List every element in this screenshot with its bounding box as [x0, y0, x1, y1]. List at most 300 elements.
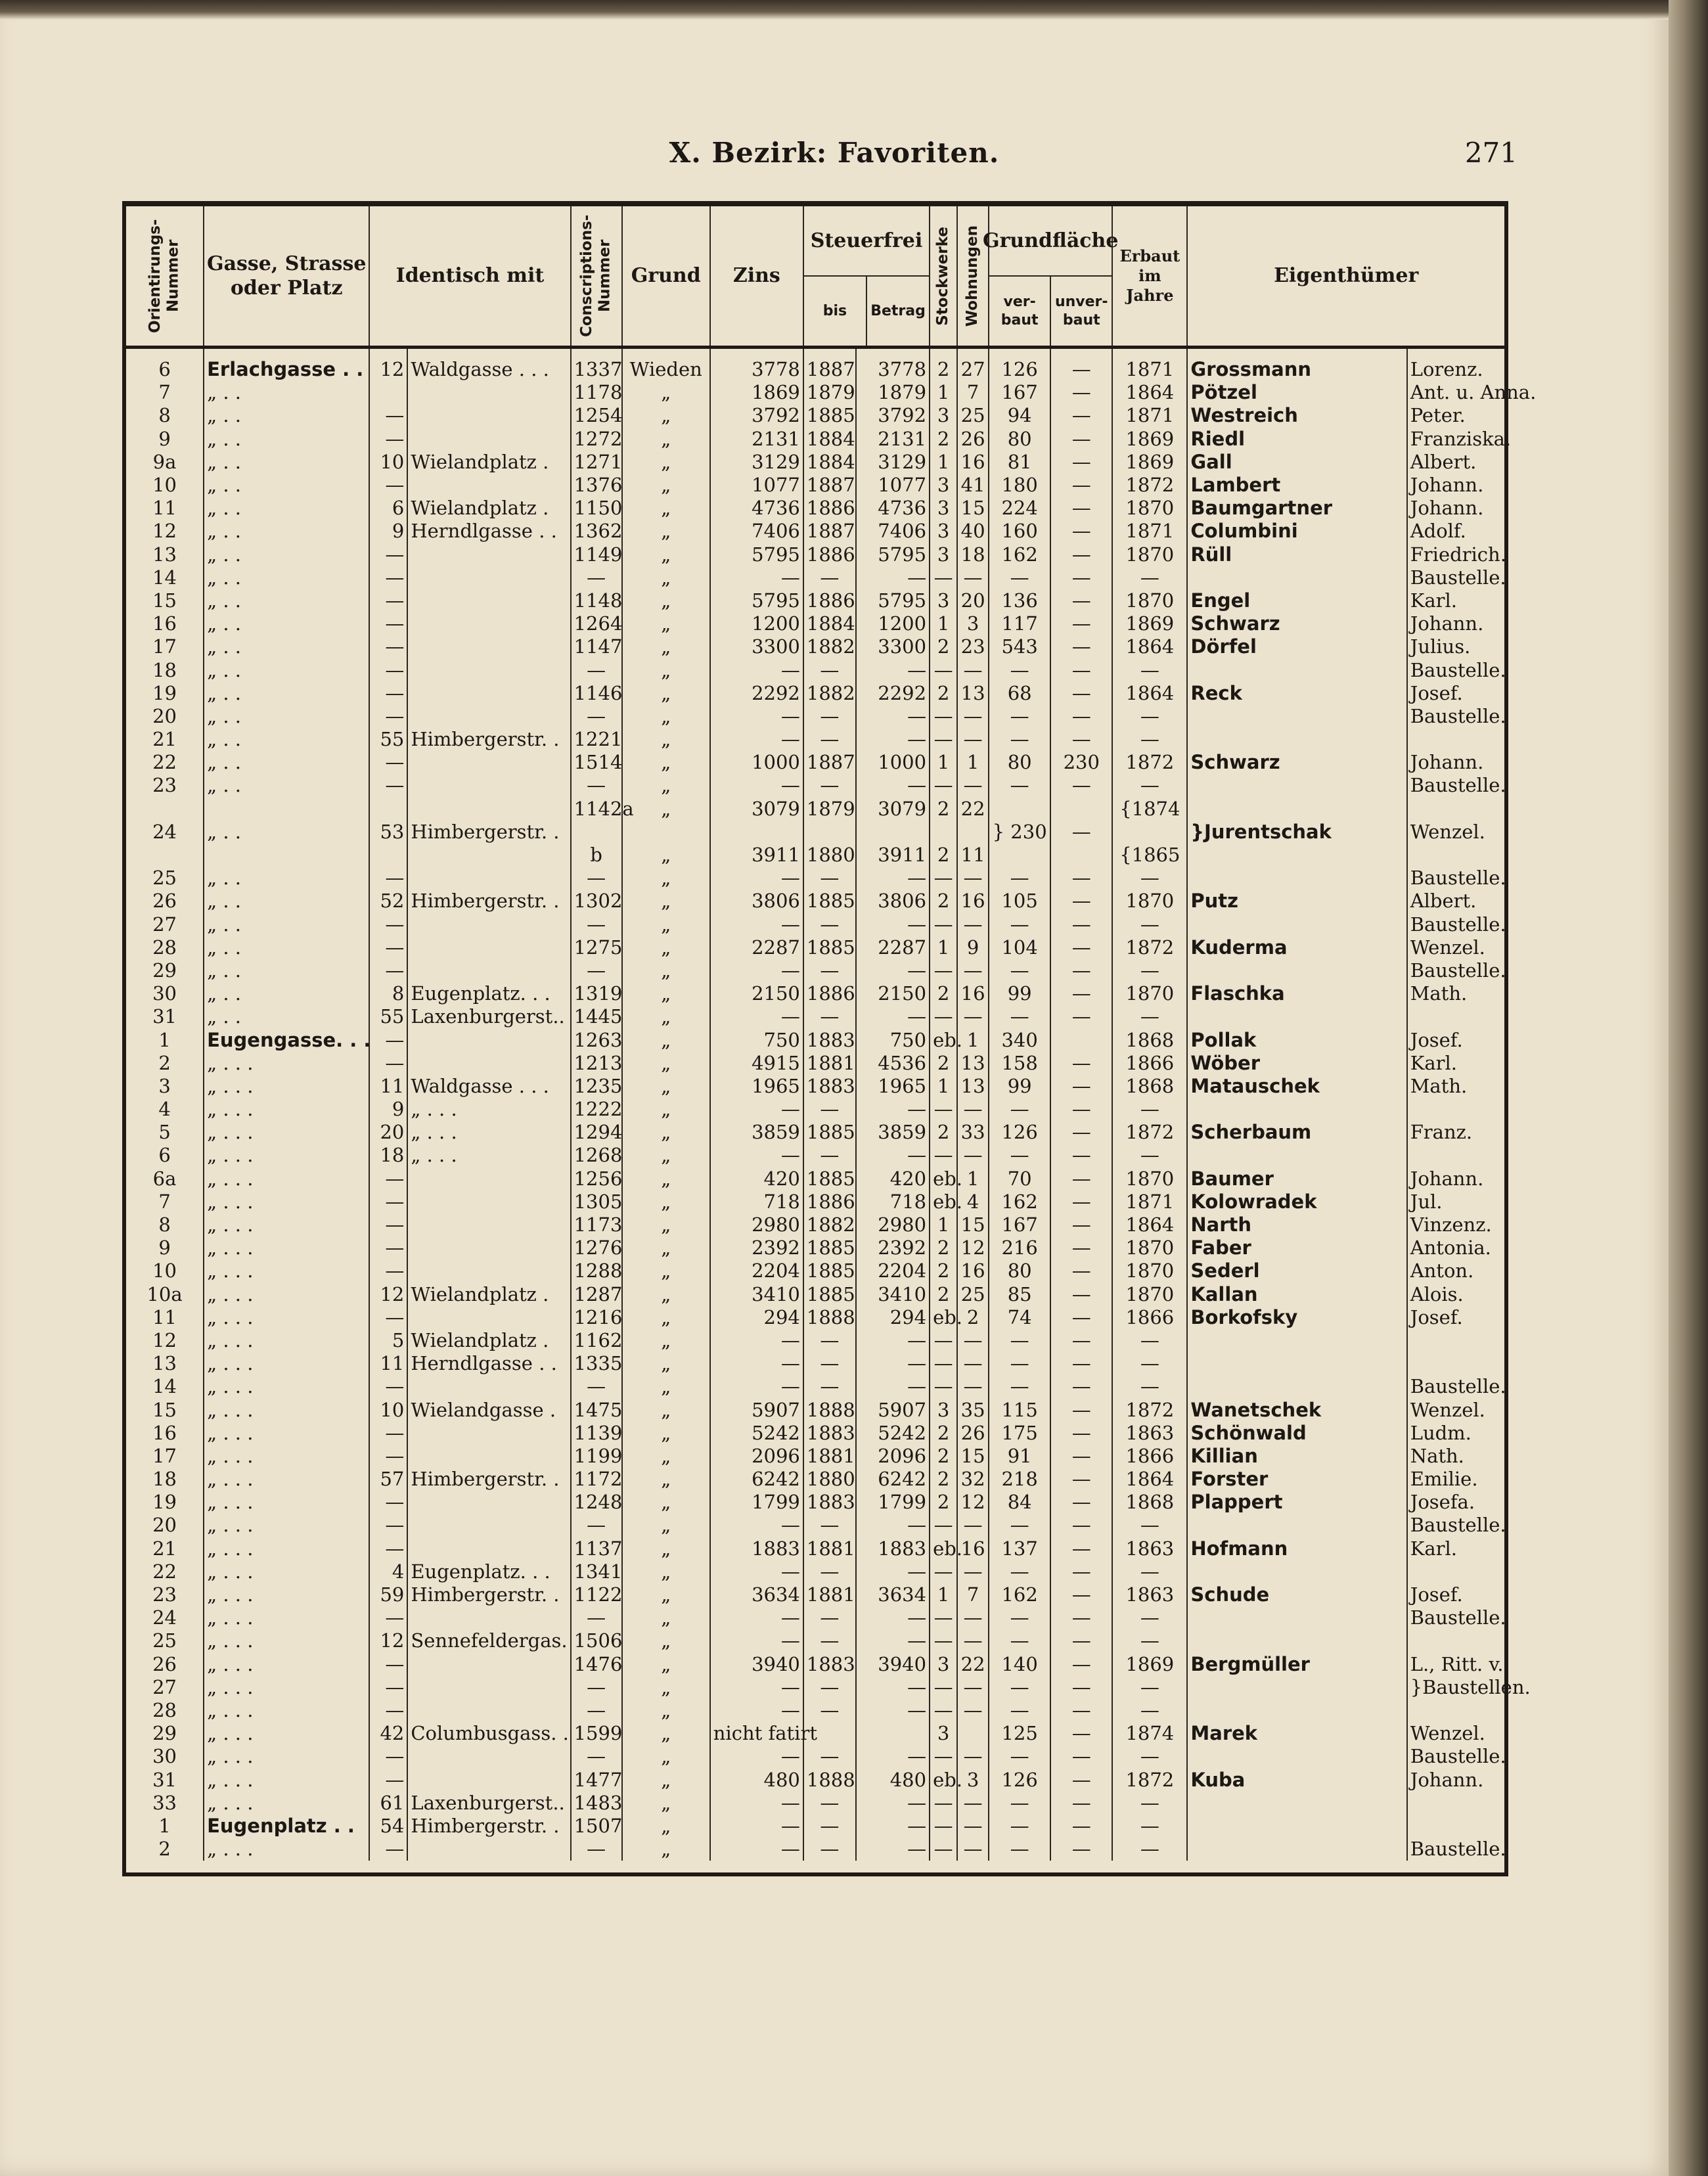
- cell-ino: —: [369, 1537, 407, 1560]
- cell-grund: „: [622, 1514, 710, 1537]
- cell-zins: 2292: [710, 682, 803, 705]
- table-row: [126, 982, 1504, 1005]
- cell-first: [1407, 844, 1504, 867]
- cell-jahr: —: [1112, 867, 1187, 890]
- cell-last: [1187, 1514, 1406, 1537]
- cell-uv: —: [1050, 1792, 1112, 1815]
- cell-nr: 31: [152, 1768, 177, 1791]
- cell-st: 3: [930, 474, 957, 497]
- cell-uv: [1050, 798, 1112, 821]
- cell-last: Kallan: [1187, 1283, 1406, 1306]
- cell-iname: [407, 1236, 570, 1259]
- cell-wo: [957, 1722, 989, 1745]
- cell-vb: [989, 844, 1050, 867]
- cell-jahr: —: [1112, 1699, 1187, 1722]
- cell-vb: 126: [989, 1121, 1050, 1144]
- cell-consc: 1276: [571, 1236, 622, 1259]
- cell-consc: —: [571, 1745, 622, 1768]
- cell-bis: 1882: [803, 635, 856, 658]
- cell-ino: —: [369, 1190, 407, 1213]
- cell-ino: —: [369, 1422, 407, 1445]
- cell-zins: 5907: [710, 1398, 803, 1421]
- cell-bis: —: [803, 1629, 856, 1652]
- cell-first: Vinzenz.: [1407, 1213, 1504, 1236]
- cell-iname: [407, 1028, 570, 1051]
- cell-wo: 1: [957, 1167, 989, 1190]
- cell-gasse: „ . .: [204, 982, 369, 1005]
- cell-bis: 1883: [803, 1028, 856, 1051]
- cell-ino: 9: [369, 1098, 407, 1121]
- table-row: [126, 1653, 1504, 1676]
- cell-betrag: —: [856, 1375, 930, 1398]
- cell-betrag: —: [856, 867, 930, 890]
- cell-consc: 1235: [571, 1075, 622, 1098]
- cell-vb: 115: [989, 1398, 1050, 1421]
- cell-st: —: [930, 705, 957, 728]
- cell-wo: —: [957, 1838, 989, 1861]
- cell-zins: —: [710, 1629, 803, 1652]
- cell-st: eb.: [930, 1306, 957, 1329]
- cell-last: [1187, 844, 1406, 867]
- cell-st: —: [930, 1514, 957, 1537]
- cell-consc: 1256: [571, 1167, 622, 1190]
- cell-ino: —: [369, 1028, 407, 1051]
- cell-consc: —: [571, 658, 622, 681]
- table-row: [126, 589, 1504, 612]
- cell-consc: 1213: [571, 1052, 622, 1075]
- cell-uv: [1050, 1028, 1112, 1051]
- cell-betrag: —: [856, 1098, 930, 1121]
- table-row: [126, 543, 1504, 566]
- cell-wo: [957, 821, 989, 844]
- cell-grund: „: [622, 1121, 710, 1144]
- cell-zins: 1799: [710, 1491, 803, 1514]
- cell-uv: —: [1050, 705, 1112, 728]
- cell-vb: —: [989, 728, 1050, 751]
- cell-wo: 18: [957, 543, 989, 566]
- cell-last: [1187, 1606, 1406, 1629]
- cell-iname: [407, 428, 570, 451]
- cell-betrag: 750: [856, 1028, 930, 1051]
- cell-zins: 5795: [710, 543, 803, 566]
- cell-wo: 16: [957, 451, 989, 474]
- cell-uv: 230: [1050, 751, 1112, 774]
- cell-grund: „: [622, 959, 710, 982]
- cell-zins: —: [710, 1745, 803, 1768]
- cell-iname: Himbergerstr. .: [407, 890, 570, 913]
- cell-bis: —: [803, 1514, 856, 1537]
- cell-bis: 1885: [803, 1259, 856, 1282]
- cell-st: 3: [930, 543, 957, 566]
- cell-jahr: 1870: [1112, 589, 1187, 612]
- cell-gasse: „ . .: [204, 404, 369, 427]
- cell-consc: 1475: [571, 1398, 622, 1421]
- cell-first: Karl.: [1407, 1052, 1504, 1075]
- cell-st: 3: [930, 1398, 957, 1421]
- cell-betrag: —: [856, 1792, 930, 1815]
- cell-st: 2: [930, 1121, 957, 1144]
- cell-wo: 3: [957, 1768, 989, 1791]
- cell-gasse: „ . . .: [204, 1768, 369, 1791]
- cell-betrag: 4736: [856, 497, 930, 520]
- cell-nr: 22: [152, 751, 177, 774]
- cell-last: Putz: [1187, 890, 1406, 913]
- cell-first: [1407, 798, 1504, 821]
- cell-consc: —: [571, 867, 622, 890]
- cell-bis: 1884: [803, 451, 856, 474]
- table-row: [126, 1583, 1504, 1606]
- cell-uv: —: [1050, 635, 1112, 658]
- cell-zins: 5795: [710, 589, 803, 612]
- cell-gasse: „ . . .: [204, 1167, 369, 1190]
- cell-nr: 14: [152, 1375, 177, 1398]
- cell-jahr: 1874: [1112, 1722, 1187, 1745]
- cell-grund: „: [622, 1583, 710, 1606]
- cell-gasse: „ . .: [204, 705, 369, 728]
- cell-wo: 16: [957, 982, 989, 1005]
- table-row: [126, 844, 1504, 867]
- table-row: [126, 612, 1504, 635]
- cell-gasse: „ . . .: [204, 1491, 369, 1514]
- cell-st: —: [930, 1629, 957, 1652]
- header-unverbaut: unver-baut: [1050, 277, 1112, 346]
- cell-st: eb.: [930, 1537, 957, 1560]
- cell-jahr: 1863: [1112, 1583, 1187, 1606]
- cell-wo: —: [957, 566, 989, 589]
- cell-zins: 6242: [710, 1468, 803, 1491]
- header-erbaut: Erbaut im Jahre: [1112, 206, 1187, 348]
- cell-nr: 21: [152, 1537, 177, 1560]
- cell-st: 2: [930, 1468, 957, 1491]
- cell-first: Baustelle.: [1407, 1514, 1504, 1537]
- cell-betrag: —: [856, 1629, 930, 1652]
- cell-wo: —: [957, 1329, 989, 1352]
- cell-nr: 11: [152, 1305, 177, 1328]
- cell-zins: —: [710, 728, 803, 751]
- cell-last: Hofmann: [1187, 1537, 1406, 1560]
- cell-wo: 25: [957, 404, 989, 427]
- cell-first: Josef.: [1407, 1306, 1504, 1329]
- cell-first: Lorenz.: [1407, 348, 1504, 382]
- cell-uv: —: [1050, 1606, 1112, 1629]
- cell-uv: —: [1050, 1121, 1112, 1144]
- cell-st: 2: [930, 1283, 957, 1306]
- cell-iname: [407, 543, 570, 566]
- cell-consc: —: [571, 1699, 622, 1722]
- cell-betrag: 6242: [856, 1468, 930, 1491]
- cell-iname: [407, 1190, 570, 1213]
- cell-bis: —: [803, 1560, 856, 1583]
- cell-zins: 2204: [710, 1259, 803, 1282]
- cell-vb: 68: [989, 682, 1050, 705]
- cell-betrag: —: [856, 658, 930, 681]
- cell-gasse: „ . . .: [204, 1352, 369, 1375]
- cell-ino: —: [369, 658, 407, 681]
- cell-jahr: 1871: [1112, 348, 1187, 382]
- cell-betrag: 2096: [856, 1445, 930, 1468]
- cell-uv: —: [1050, 1398, 1112, 1421]
- cell-first: Albert.: [1407, 890, 1504, 913]
- cell-nr: 10: [152, 1259, 177, 1282]
- table-row: [126, 566, 1504, 589]
- cell-iname: [407, 1445, 570, 1468]
- cell-gasse: „ . .: [204, 728, 369, 751]
- cell-first: [1407, 1144, 1504, 1167]
- cell-betrag: 1200: [856, 612, 930, 635]
- cell-zins: —: [710, 1606, 803, 1629]
- cell-uv: —: [1050, 497, 1112, 520]
- cell-consc: 1216: [571, 1306, 622, 1329]
- cell-last: [1187, 1375, 1406, 1398]
- cell-uv: —: [1050, 1653, 1112, 1676]
- cell-ino: —: [369, 705, 407, 728]
- cell-uv: —: [1050, 1537, 1112, 1560]
- cell-consc: b: [571, 844, 622, 867]
- cell-gasse: „ . . .: [204, 1468, 369, 1491]
- header-grundflaeche-label: Grundfläche: [989, 206, 1112, 277]
- cell-ino: —: [369, 1768, 407, 1791]
- cell-nr: 25: [152, 867, 177, 890]
- cell-jahr: 1870: [1112, 890, 1187, 913]
- cell-jahr: —: [1112, 728, 1187, 751]
- cell-gasse: „ . . .: [204, 1190, 369, 1213]
- cell-gasse: „ . . .: [204, 1213, 369, 1236]
- table-row: [126, 1005, 1504, 1028]
- cell-wo: 41: [957, 474, 989, 497]
- cell-bis: —: [803, 658, 856, 681]
- cell-uv: —: [1050, 1213, 1112, 1236]
- table-row: [126, 348, 1504, 382]
- cell-nr: 28: [152, 1698, 177, 1721]
- table-row: [126, 635, 1504, 658]
- cell-jahr: 1870: [1112, 1283, 1187, 1306]
- cell-ino: —: [369, 1445, 407, 1468]
- header-grundflaeche: [982, 206, 1119, 348]
- cell-last: [1187, 774, 1406, 797]
- cell-st: —: [930, 728, 957, 751]
- cell-bis: 1881: [803, 1583, 856, 1606]
- cell-grund: „: [622, 404, 710, 427]
- table-row: [126, 1676, 1504, 1699]
- cell-ino: —: [369, 589, 407, 612]
- cell-vb: 224: [989, 497, 1050, 520]
- cell-last: [1187, 1329, 1406, 1352]
- cell-betrag: 1883: [856, 1537, 930, 1560]
- cell-grund: „: [622, 474, 710, 497]
- table-row: [126, 1792, 1504, 1815]
- cell-st: —: [930, 1676, 957, 1699]
- cell-ino: [369, 798, 407, 821]
- cell-consc: 1362: [571, 520, 622, 543]
- cell-uv: —: [1050, 566, 1112, 589]
- cell-gasse: „ . .: [204, 959, 369, 982]
- cell-nr: 7: [158, 381, 171, 404]
- cell-st: 2: [930, 1445, 957, 1468]
- cell-consc: 1178: [571, 381, 622, 404]
- cell-first: Karl.: [1407, 589, 1504, 612]
- cell-wo: —: [957, 1606, 989, 1629]
- cell-bis: 1885: [803, 1236, 856, 1259]
- cell-bis: —: [803, 1375, 856, 1398]
- cell-wo: 25: [957, 1283, 989, 1306]
- cell-zins: 718: [710, 1190, 803, 1213]
- table-row: [126, 1629, 1504, 1652]
- cell-betrag: —: [856, 1352, 930, 1375]
- cell-consc: 1162: [571, 1329, 622, 1352]
- cell-first: Baustelle.: [1407, 913, 1504, 936]
- cell-grund: „: [622, 682, 710, 705]
- cell-gasse: „ . . .: [204, 1121, 369, 1144]
- cell-nr: 33: [152, 1791, 177, 1814]
- cell-vb: —: [989, 774, 1050, 797]
- cell-iname: [407, 1167, 570, 1190]
- cell-gasse: „ . . .: [204, 1306, 369, 1329]
- cell-ino: 55: [369, 728, 407, 751]
- cell-st: —: [930, 1699, 957, 1722]
- cell-first: [1407, 1098, 1504, 1121]
- cell-bis: —: [803, 867, 856, 890]
- cell-vb: 180: [989, 474, 1050, 497]
- cell-consc: —: [571, 1676, 622, 1699]
- cell-vb: 91: [989, 1445, 1050, 1468]
- cell-gasse: „ . .: [204, 867, 369, 890]
- cell-gasse: „ . .: [204, 1005, 369, 1028]
- cell-jahr: 1871: [1112, 1190, 1187, 1213]
- cell-jahr: 1870: [1112, 497, 1187, 520]
- cell-wo: —: [957, 1514, 989, 1537]
- cell-zins: 5242: [710, 1422, 803, 1445]
- cell-last: Lambert: [1187, 474, 1406, 497]
- cell-st: —: [930, 1352, 957, 1375]
- cell-consc: 1221: [571, 728, 622, 751]
- cell-vb: 137: [989, 1537, 1050, 1560]
- cell-consc: 1445: [571, 1005, 622, 1028]
- cell-iname: [407, 1653, 570, 1676]
- cell-nr: 6: [158, 358, 171, 381]
- cell-jahr: —: [1112, 1514, 1187, 1537]
- cell-bis: 1881: [803, 1052, 856, 1075]
- cell-iname: [407, 1606, 570, 1629]
- cell-nr: 8: [158, 1213, 171, 1236]
- table-row: [126, 1121, 1504, 1144]
- cell-betrag: —: [856, 705, 930, 728]
- cell-gasse: „ . .: [204, 381, 369, 404]
- cell-grund: „: [622, 728, 710, 751]
- cell-st: 2: [930, 1052, 957, 1075]
- cell-vb: 140: [989, 1653, 1050, 1676]
- cell-betrag: 1799: [856, 1491, 930, 1514]
- cell-last: Marek: [1187, 1722, 1406, 1745]
- cell-iname: [407, 1537, 570, 1560]
- cell-grund: „: [622, 1005, 710, 1028]
- cell-nr: 21: [152, 728, 177, 751]
- cell-betrag: —: [856, 1560, 930, 1583]
- cell-vb: —: [989, 913, 1050, 936]
- cell-first: Baustelle.: [1407, 1375, 1504, 1398]
- table-row: [126, 1606, 1504, 1629]
- cell-jahr: 1870: [1112, 1167, 1187, 1190]
- cell-bis: 1886: [803, 982, 856, 1005]
- cell-st: —: [930, 658, 957, 681]
- cell-st: 1: [930, 451, 957, 474]
- cell-vb: —: [989, 1838, 1050, 1861]
- cell-wo: —: [957, 913, 989, 936]
- cell-zins: 1965: [710, 1075, 803, 1098]
- cell-consc: 1268: [571, 1144, 622, 1167]
- cell-jahr: —: [1112, 1606, 1187, 1629]
- cell-st: 2: [930, 682, 957, 705]
- cell-first: Math.: [1407, 982, 1504, 1005]
- cell-st: 2: [930, 1236, 957, 1259]
- cell-consc: 1150: [571, 497, 622, 520]
- cell-wo: 16: [957, 890, 989, 913]
- cell-last: Kuba: [1187, 1768, 1406, 1791]
- cell-jahr: —: [1112, 1745, 1187, 1768]
- cell-zins: 3300: [710, 635, 803, 658]
- cell-vb: 80: [989, 751, 1050, 774]
- cell-nr: 16: [152, 612, 177, 635]
- cell-uv: [1050, 844, 1112, 867]
- cell-gasse: „ . .: [204, 821, 369, 844]
- cell-wo: 35: [957, 1398, 989, 1421]
- cell-wo: —: [957, 1352, 989, 1375]
- cell-jahr: —: [1112, 1098, 1187, 1121]
- cell-nr: 11: [152, 497, 177, 520]
- cell-iname: [407, 589, 570, 612]
- cell-wo: 13: [957, 1075, 989, 1098]
- cell-uv: —: [1050, 890, 1112, 913]
- cell-last: [1187, 566, 1406, 589]
- cell-uv: —: [1050, 543, 1112, 566]
- table-row: [126, 1375, 1504, 1398]
- cell-st: —: [930, 867, 957, 890]
- cell-iname: Eugenplatz. . .: [407, 1560, 570, 1583]
- cell-bis: —: [803, 1005, 856, 1028]
- cell-jahr: —: [1112, 913, 1187, 936]
- table-row: [126, 1815, 1504, 1838]
- cell-uv: —: [1050, 404, 1112, 427]
- cell-last: Flaschka: [1187, 982, 1406, 1005]
- cell-grund: „: [622, 1445, 710, 1468]
- cell-wo: —: [957, 658, 989, 681]
- cell-nr: 2: [158, 1838, 171, 1861]
- cell-last: }Jurentschak: [1187, 821, 1406, 844]
- cell-consc: 1477: [571, 1768, 622, 1791]
- cell-st: —: [930, 1838, 957, 1861]
- cell-jahr: —: [1112, 1144, 1187, 1167]
- cell-betrag: 3911: [856, 844, 930, 867]
- cell-iname: [407, 612, 570, 635]
- cell-vb: 105: [989, 890, 1050, 913]
- cell-uv: —: [1050, 1329, 1112, 1352]
- cell-bis: 1885: [803, 936, 856, 959]
- table-row: [126, 381, 1504, 404]
- cell-first: Ant. u. Anna.: [1407, 381, 1504, 404]
- cell-wo: 16: [957, 1259, 989, 1282]
- cell-wo: —: [957, 959, 989, 982]
- cell-iname: [407, 474, 570, 497]
- cell-betrag: 2292: [856, 682, 930, 705]
- cell-jahr: —: [1112, 1629, 1187, 1652]
- cell-ino: 10: [369, 1398, 407, 1421]
- cell-uv: —: [1050, 658, 1112, 681]
- cell-ino: —: [369, 428, 407, 451]
- header-gasse: Gasse, Strasse oder Platz: [204, 206, 369, 348]
- cell-gasse: „ . . .: [204, 1445, 369, 1468]
- cell-betrag: 1077: [856, 474, 930, 497]
- cell-st: eb.: [930, 1167, 957, 1190]
- cell-grund: „: [622, 913, 710, 936]
